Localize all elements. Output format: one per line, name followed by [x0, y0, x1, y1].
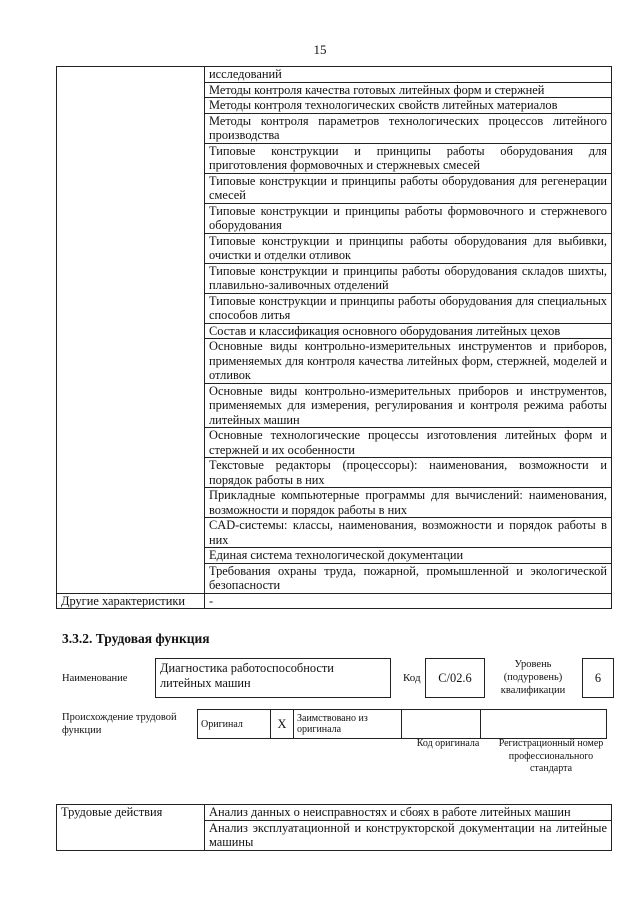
- code-value: С/02.6: [425, 658, 485, 698]
- other-characteristics-label: Другие характеристики: [57, 593, 205, 609]
- table-row: [198, 710, 607, 739]
- knowledge-item: Типовые конструкции и принципы работы оборудования для выбивки, очистки и отделки отливок: [205, 233, 612, 263]
- knowledge-item: Единая система технологической документации: [205, 548, 612, 564]
- knowledge-item: Требования охраны труда, пожарной, промышленной и экологической безопасности: [205, 563, 612, 593]
- table-row: [57, 67, 612, 83]
- original-code-cell: [402, 710, 481, 739]
- knowledge-item: Текстовые редакторы (процессоры): наименования, возможности и порядок работы в них: [205, 458, 612, 488]
- table-row: [57, 593, 612, 609]
- section-title: 3.3.2. Трудовая функция: [62, 631, 210, 646]
- borrowed-label: Заимствовано из оригинала: [294, 710, 402, 739]
- other-characteristics-value: -: [205, 593, 612, 609]
- knowledge-item: Прикладные компьютерные программы для вычислений: наименования, возможности и порядок работы в них: [205, 488, 612, 518]
- code-label: Код: [403, 672, 421, 684]
- knowledge-item: Основные виды контрольно-измерительных инструментов и приборов, применяемых для контроля качества литейных форм, стержней, моделей и отливок: [205, 339, 612, 384]
- registration-number-caption: Регистрационный номер профессионального стандарта: [498, 738, 604, 774]
- origin-table: [197, 709, 607, 739]
- knowledge-item: исследований: [205, 67, 612, 83]
- labor-actions-label: Трудовые действия: [57, 805, 205, 851]
- original-code-caption: Код оригинала: [416, 738, 480, 749]
- knowledge-item: CAD-системы: классы, наименования, возможности и порядок работы в них: [205, 518, 612, 548]
- knowledge-item: Основные технологические процессы изготовления литейных форм и стержней и их особенности: [205, 428, 612, 458]
- knowledge-item: Методы контроля параметров технологических процессов литейного производства: [205, 113, 612, 143]
- table-row: [57, 805, 612, 821]
- qualification-level-label: Уровень (подуровень) квалификации: [500, 659, 566, 696]
- labor-actions-table: [56, 804, 612, 851]
- function-name-value: Диагностика работоспособности литейных машин: [155, 658, 391, 698]
- knowledge-table: [56, 66, 612, 609]
- original-label: Оригинал: [198, 710, 271, 739]
- row-label-cell: [57, 67, 205, 594]
- original-mark: X: [271, 710, 294, 739]
- function-name-label: Наименование: [62, 673, 128, 684]
- labor-action-item: Анализ данных о неисправностях и сбоях в работе литейных машин: [205, 805, 612, 821]
- knowledge-item: Типовые конструкции и принципы работы оборудования для регенерации смесей: [205, 173, 612, 203]
- page-number: 15: [313, 42, 327, 57]
- knowledge-item: Состав и классификация основного оборудования литейных цехов: [205, 323, 612, 339]
- knowledge-item: Типовые конструкции и принципы работы оборудования складов шихты, плавильно-заливочных отделений: [205, 263, 612, 293]
- knowledge-item: Типовые конструкции и принципы работы оборудования для приготовления формовочных и стержневых смесей: [205, 143, 612, 173]
- knowledge-item: Методы контроля качества готовых литейных форм и стержней: [205, 82, 612, 98]
- knowledge-item: Методы контроля технологических свойств литейных материалов: [205, 98, 612, 114]
- knowledge-item: Типовые конструкции и принципы работы оборудования для специальных способов литья: [205, 293, 612, 323]
- registration-number-cell: [481, 710, 607, 739]
- knowledge-item: Типовые конструкции и принципы работы формовочного и стержневого оборудования: [205, 203, 612, 233]
- qualification-level-value: 6: [582, 658, 614, 698]
- origin-label: Происхождение трудовой функции: [62, 712, 177, 736]
- labor-action-item: Анализ эксплуатационной и конструкторской документации на литейные машины: [205, 820, 612, 850]
- knowledge-item: Основные виды контрольно-измерительных приборов и инструментов, применяемых для измерения, регулирования и контроля режима работы литейных машин: [205, 383, 612, 428]
